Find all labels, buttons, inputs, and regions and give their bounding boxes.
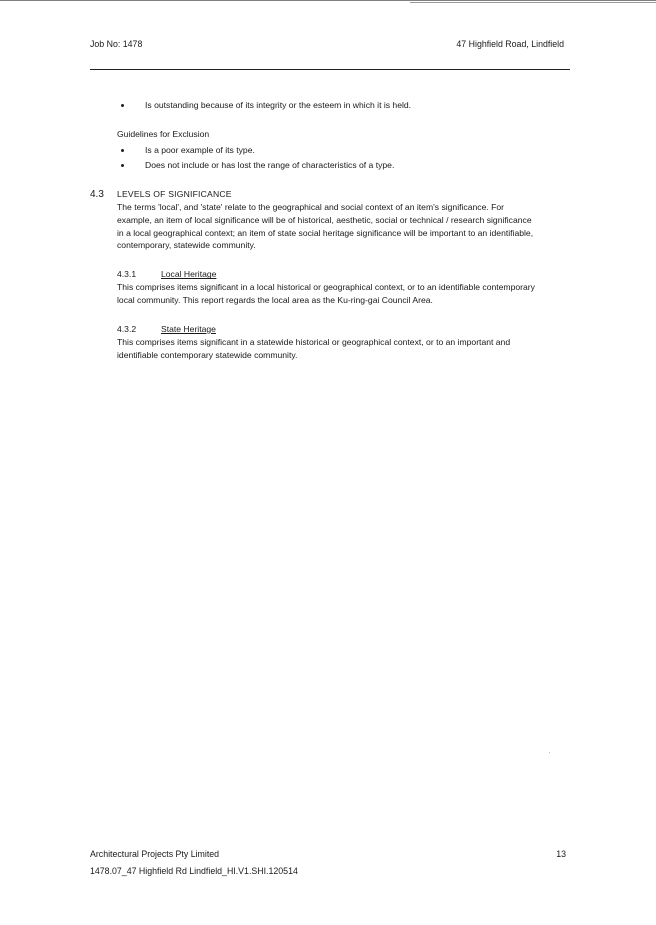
paragraph-line: identifiable contemporary statewide community. — [117, 349, 298, 360]
paragraph-line: local community. This report regards the local area as the Ku-ring-gai Council Area. — [117, 295, 433, 306]
paragraph-line: The terms 'local', and 'state' relate to the geographical and social context of an item's significance. For — [117, 201, 505, 212]
section-paragraph — [117, 201, 572, 253]
page-number: 13 — [556, 849, 566, 859]
section-number: 4.3 — [90, 188, 104, 200]
paragraph-line: contemporary, statewide community. — [117, 240, 256, 251]
header-address: 47 Highfield Road, Lindfield — [456, 39, 564, 49]
paragraph-line: example, an item of local significance will be of historical, aesthetic, social or technical / research significance — [117, 214, 532, 225]
bullet-icon — [121, 164, 124, 167]
section-levels-of-significance — [90, 188, 570, 252]
list-item — [90, 99, 570, 114]
scan-edge-shadow — [410, 2, 656, 3]
paragraph-line: in a local geographical context; an item of state social heritage significance will be important to an identifiable, — [117, 227, 534, 238]
header-divider — [90, 69, 570, 70]
paragraph-line: This comprises items significant in a statewide historical or geographical context, or to an important and — [117, 336, 511, 347]
subsection-number: 4.3.1 — [117, 269, 137, 280]
page-footer — [90, 846, 566, 879]
bullet-icon — [121, 149, 124, 152]
job-number: Job No: 1478 — [90, 39, 143, 49]
inclusion-bullet-list — [90, 99, 570, 114]
footer-company: Architectural Projects Pty Limited — [90, 849, 220, 859]
subsection-title: Local Heritage — [161, 269, 217, 280]
bullet-icon — [121, 104, 124, 107]
subsection-title: State Heritage — [161, 324, 216, 335]
guidelines-exclusion-heading: Guidelines for Exclusion — [117, 129, 210, 139]
subsection-heading — [117, 268, 570, 281]
subsection-number: 4.3.2 — [117, 324, 137, 335]
subsection-local-heritage — [117, 268, 570, 307]
subsection-paragraph — [117, 281, 572, 307]
bullet-text: Is outstanding because of its integrity or the esteem in which it is held. — [145, 100, 412, 110]
list-item — [90, 159, 570, 174]
page-header — [90, 38, 564, 52]
paragraph-line: This comprises items significant in a local historical or geographical context, or to an identifiable contemporary — [117, 282, 535, 293]
document-body — [90, 99, 570, 362]
exclusion-bullet-list — [90, 144, 570, 174]
subsection-heading — [117, 323, 570, 336]
subsection-paragraph — [117, 336, 572, 362]
list-item — [90, 144, 570, 159]
bullet-text: Does not include or has lost the range of characteristics of a type. — [145, 159, 395, 170]
section-title: LEVELS OF SIGNIFICANCE — [117, 188, 232, 199]
scan-speck — [549, 752, 550, 753]
bullet-text: Is a poor example of its type. — [145, 144, 255, 155]
subsection-state-heritage — [117, 323, 570, 362]
footer-file-reference: 1478.07_47 Highfield Rd Lindfield_HI.V1.SHI.120514 — [90, 865, 298, 876]
